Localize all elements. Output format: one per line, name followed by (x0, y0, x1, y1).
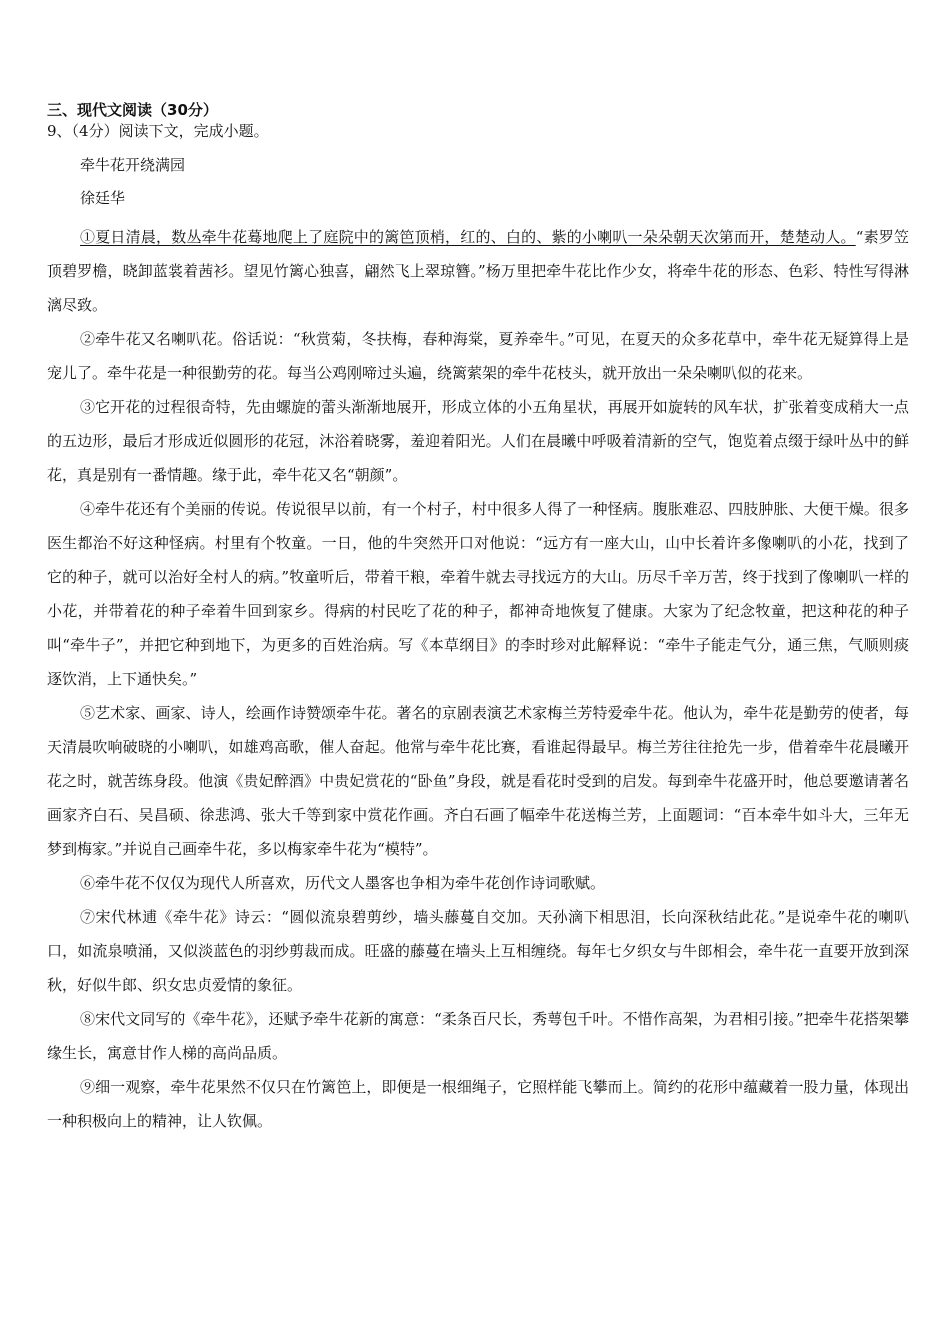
paragraph-3: ③它开花的过程很奇特，先由螺旋的蕾头渐渐地展开，形成立体的小五角星状，再展开如旋转的风车状，扩张着变成稍大一点的五边形，最后才形成近似圆形的花冠，沐浴着晓雾，羞迎着阳光。人们在晨曦中呼吸着清新的空气，饱览着点缀于绿叶丛中的鲜花，真是别有一番情趣。缘于此，牵牛花又名“朝颜”。 (47, 398, 909, 484)
paragraph-9: ⑨细一观察，牵牛花果然不仅只在竹篱笆上，即便是一根细绳子，它照样能飞攀而上。简约的花形中蕴藏着一股力量，体现出一种积极向上的精神，让人钦佩。 (47, 1078, 909, 1130)
question-prompt: 9、（4分）阅读下文，完成小题。 (47, 122, 269, 140)
paragraph-6: ⑥牵牛花不仅仅为现代人所喜欢，历代文人墨客也争相为牵牛花创作诗词歌赋。 (80, 874, 606, 892)
exam-page (47, 100, 909, 1138)
article-author: 徐廷华 (80, 189, 126, 207)
paragraph-2: ②牵牛花又名喇叭花。俗话说：“秋赏菊，冬扶梅，春种海棠，夏养牵牛。”可见，在夏天的众多花草中，牵牛花无疑算得上是宠儿了。牵牛花是一种很勤劳的花。每当公鸡刚啼过头遍，绕篱萦架的牵牛花枝头，就开放出一朵朵喇叭似的花来。 (47, 330, 909, 382)
section-heading: 三、现代文阅读（30分） (47, 101, 218, 119)
paragraph-1 (47, 220, 909, 322)
paragraph-4: ④牵牛花还有个美丽的传说。传说很早以前，有一个村子，村中很多人得了一种怪病。腹胀难忍、四肢肿胀、大便干燥。很多医生都治不好这种怪病。村里有个牧童。一日，他的牛突然开口对他说：“远方有一座大山，山中长着许多像喇叭的小花，找到了它的种子，就可以治好全村人的病。”牧童听后，带着干粮，牵着牛就去寻找远方的大山。历尽千辛万苦，终于找到了像喇叭一样的小花，并带着花的种子牵着牛回到家乡。得病的村民吃了花的种子，都神奇地恢复了健康。大家为了纪念牧童，把这种花的种子叫“牵牛子”，并把它种到地下，为更多的百姓治病。写《本草纲目》的李时珍对此解释说：“牵牛子能走气分，通三焦，气顺则痰逐饮消，上下通快矣。” (47, 500, 909, 688)
paragraph-8: ⑧宋代文同写的《牵牛花》，还赋予牵牛花新的寓意：“柔条百尺长，秀萼包千叶。不惜作高架，为君相引接。”把牵牛花搭架攀缘生长，寓意甘作人梯的高尚品质。 (47, 1010, 909, 1062)
paragraph-5: ⑤艺术家、画家、诗人，绘画作诗赞颂牵牛花。著名的京剧表演艺术家梅兰芳特爱牵牛花。他认为，牵牛花是勤劳的使者，每天清晨吹响破晓的小喇叭，如雄鸡高歌，催人奋起。他常与牵牛花比赛，看谁起得最早。梅兰芳往往抢先一步，借着牵牛花晨曦开花之时，就苦练身段。他演《贵妃醉酒》中贵妃赏花的“卧鱼”身段，就是看花时受到的启发。每到牵牛花盛开时，他总要邀请著名画家齐白石、吴昌硕、徐悲鸿、张大千等到家中赏花作画。齐白石画了幅牵牛花送梅兰芳，上面题词：“百本牵牛如斗大，三年无梦到梅家。”并说自己画牵牛花，多以梅家牵牛花为“模特”。 (47, 704, 909, 858)
underlined-sentence: ①夏日清晨，数丛牵牛花蓦地爬上了庭院中的篱笆顶梢，红的、白的、紫的小喇叭一朵朵朝天次第而开，楚楚动人。 (80, 228, 856, 246)
paragraph-7: ⑦宋代林逋《牵牛花》诗云：“圆似流泉碧剪纱，墙头藤蔓自交加。天孙滴下相思泪，长向深秋结此花。”是说牵牛花的喇叭口，如流泉喷涌，又似淡蓝色的羽纱剪裁而成。旺盛的藤蔓在墙头上互相缠绕。每年七夕织女与牛郎相会，牵牛花一直要开放到深秋，好似牛郎、织女忠贞爱情的象征。 (47, 908, 909, 994)
paragraph-1-rest: “素罗笠顶碧罗檐，晓卸蓝裳着茜衫。望见竹篱心独喜，翩然飞上翠琼簪。”杨万里把牵牛花比作少女，将牵牛花的形态、色彩、特性写得淋漓尽致。 (47, 228, 910, 314)
article-title: 牵牛花开绕满园 (80, 156, 186, 174)
